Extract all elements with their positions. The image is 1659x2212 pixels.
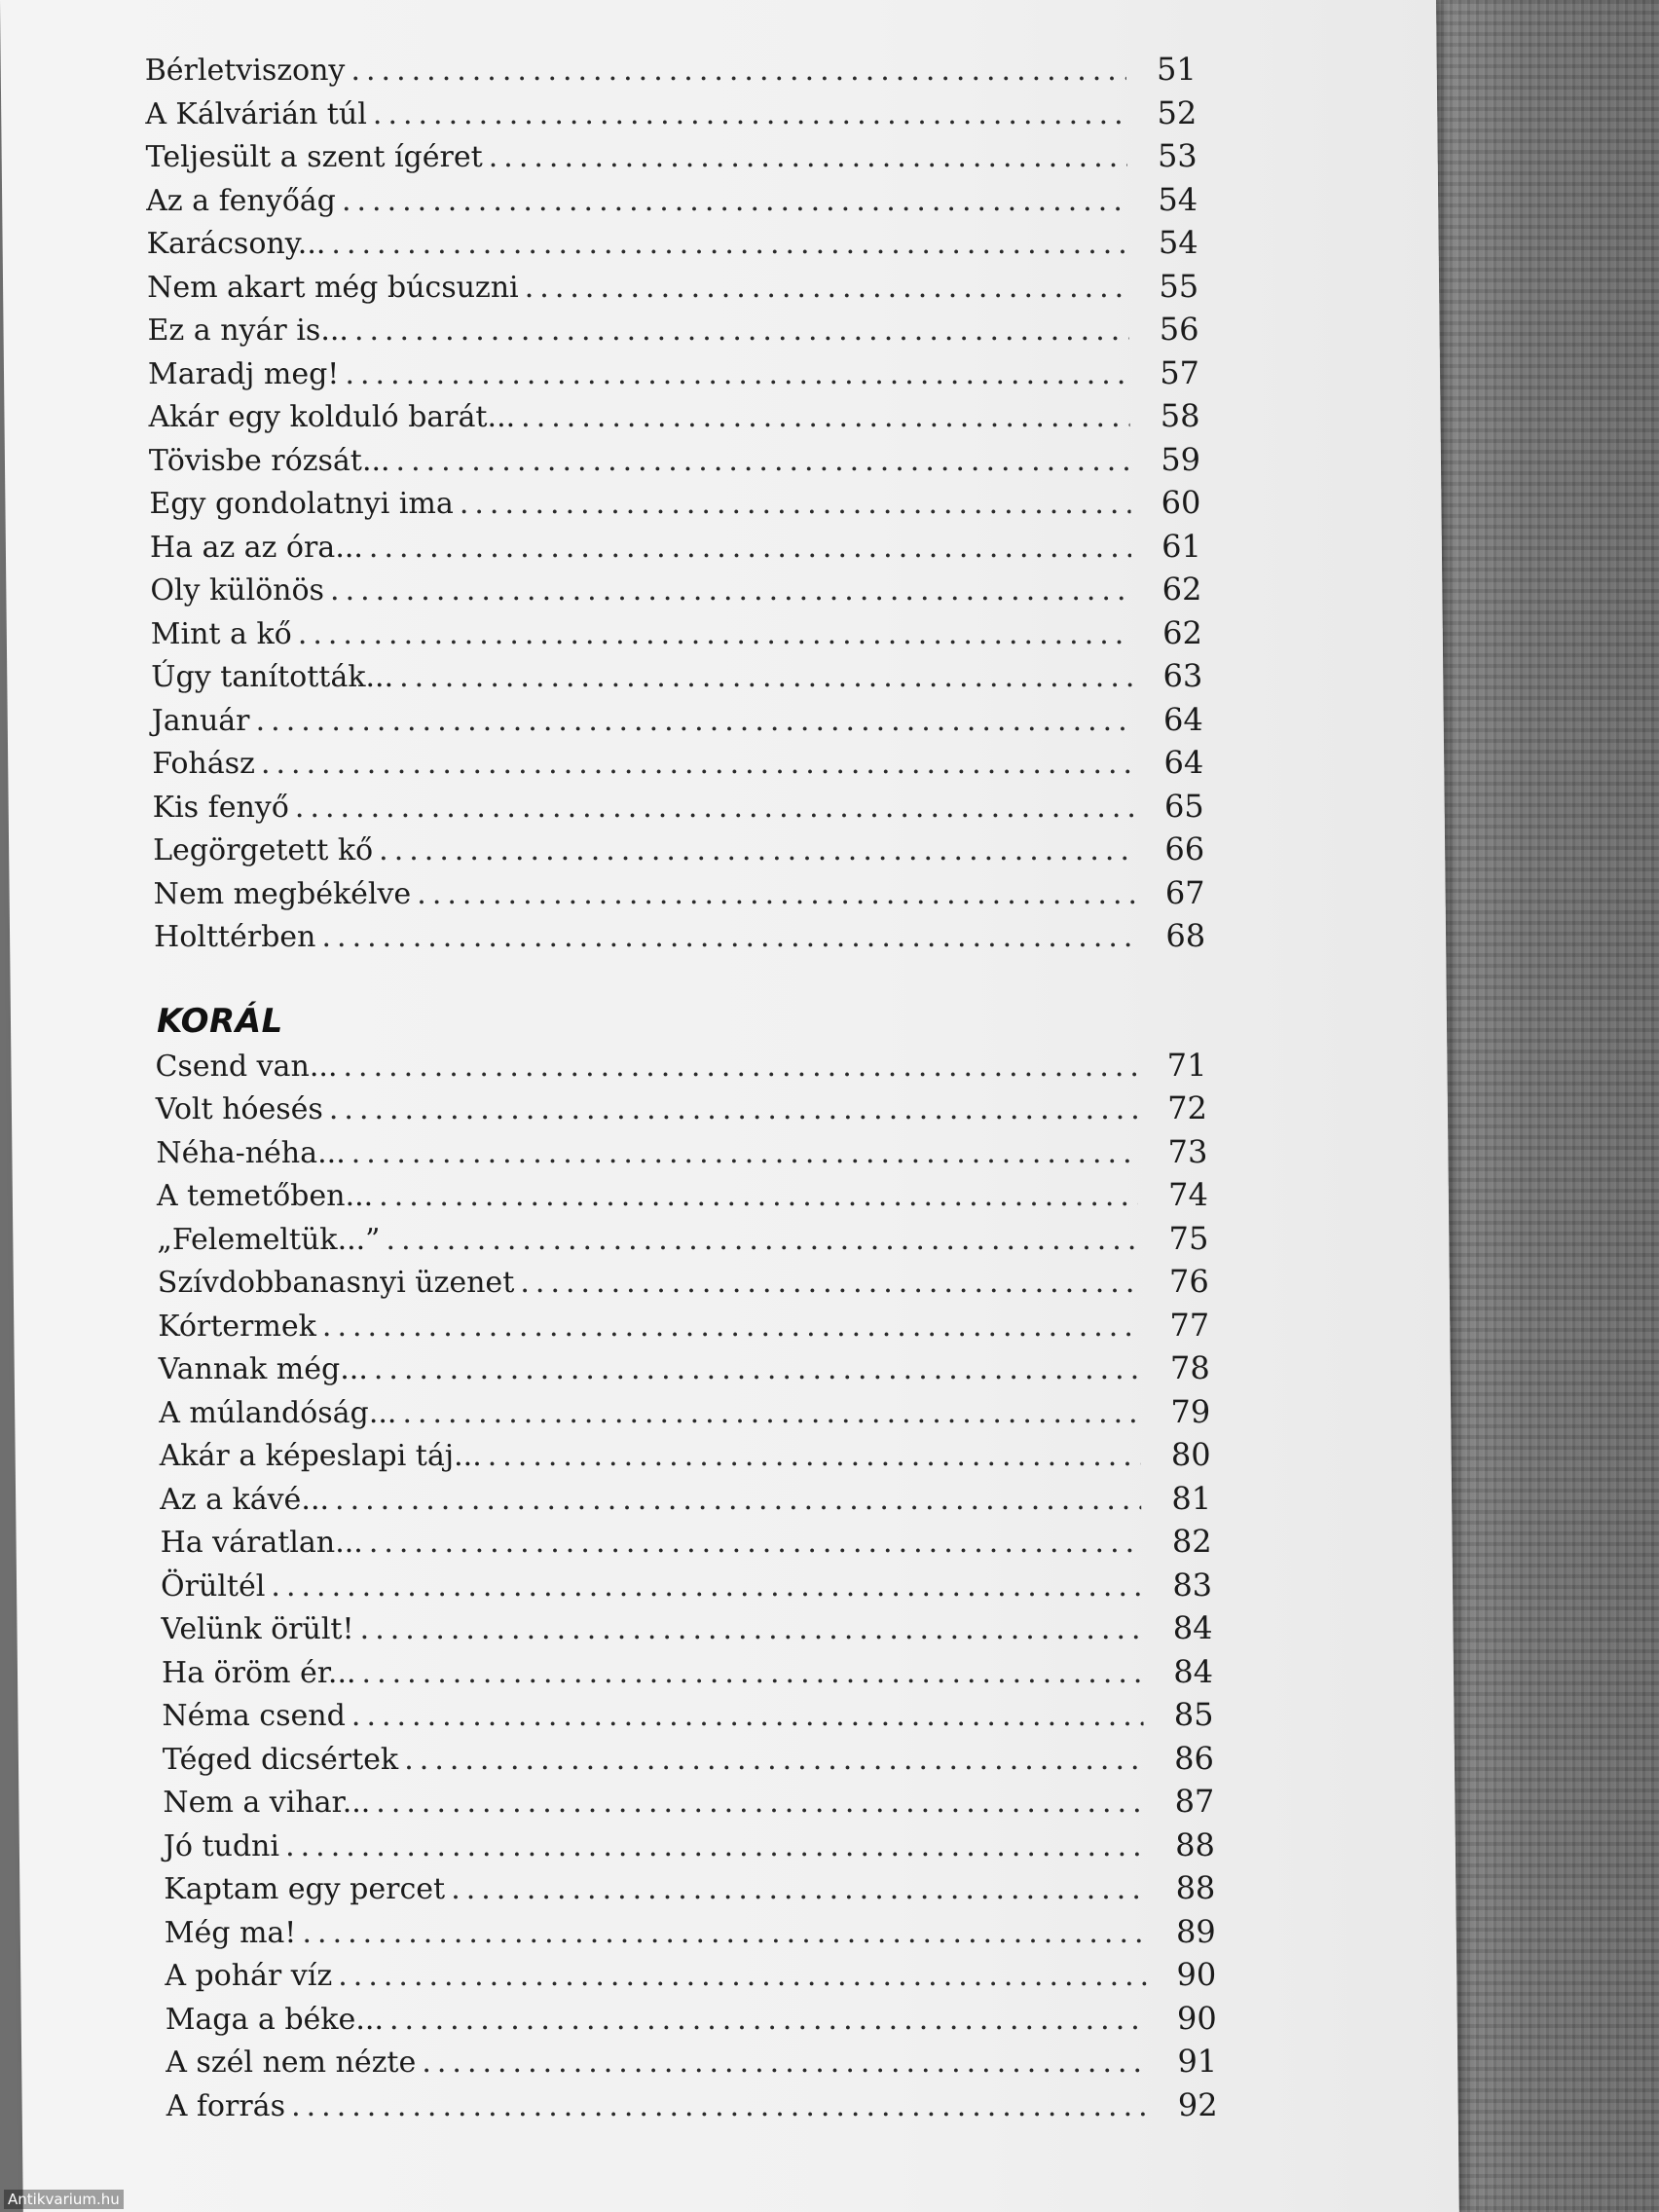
dot-leader xyxy=(379,833,1134,867)
toc-entry-title: A forrás xyxy=(166,2088,286,2123)
toc-entry-title: Akár egy kolduló barát... xyxy=(148,400,516,434)
toc-entry-title: „Felemeltük...” xyxy=(157,1222,381,1257)
toc-entry-page-number: 51 xyxy=(1156,51,1197,88)
dot-leader xyxy=(351,1699,1144,1733)
toc-entry-title: Néha-néha... xyxy=(156,1135,346,1170)
toc-entry xyxy=(164,1869,1215,1913)
toc-entry-page-number: 54 xyxy=(1158,224,1198,261)
dot-leader xyxy=(345,357,1129,391)
toc-entry-title: A Kálvárián túl xyxy=(145,96,367,131)
toc-entry-title: Mint a kő xyxy=(150,616,292,651)
dot-leader xyxy=(487,1439,1140,1473)
toc-entry-page-number: 71 xyxy=(1166,1046,1207,1084)
toc-entry xyxy=(150,571,1201,614)
dot-leader xyxy=(331,227,1128,261)
toc-entry-page-number: 68 xyxy=(1165,917,1206,954)
dot-leader xyxy=(376,1786,1145,1820)
dot-leader xyxy=(451,1872,1146,1906)
toc-entry-title: A pohár víz xyxy=(165,1959,333,1993)
dot-leader xyxy=(361,1656,1143,1690)
toc-entry-title: Kis fenyő xyxy=(152,790,290,825)
toc-entry xyxy=(157,1176,1208,1220)
toc-entry-title: Néma csend xyxy=(162,1699,347,1733)
toc-entry-page-number: 53 xyxy=(1157,137,1198,174)
toc-entry xyxy=(165,1956,1216,2000)
toc-entry xyxy=(145,51,1197,94)
dot-leader xyxy=(386,1223,1138,1257)
dot-leader xyxy=(373,97,1127,131)
table-background xyxy=(1421,0,1659,2212)
toc-entry xyxy=(166,2000,1217,2044)
watermark: Antikvarium.hu xyxy=(4,2190,124,2209)
toc-entry-page-number: 90 xyxy=(1176,1956,1217,1993)
toc-entry-page-number: 64 xyxy=(1162,700,1203,738)
toc-entry xyxy=(149,441,1200,485)
toc-entry-page-number: 55 xyxy=(1159,267,1199,305)
toc-entry xyxy=(160,1523,1211,1567)
dot-leader xyxy=(417,877,1135,911)
toc-entry xyxy=(154,917,1205,961)
toc-entry-page-number: 84 xyxy=(1173,1652,1214,1690)
toc-entry xyxy=(160,1480,1211,1524)
toc-entry xyxy=(163,1783,1214,1826)
dot-leader xyxy=(343,1050,1136,1084)
dot-leader xyxy=(261,747,1134,781)
toc-entry xyxy=(148,397,1199,441)
toc-entry-page-number: 62 xyxy=(1161,571,1202,608)
toc-entry-page-number: 78 xyxy=(1169,1349,1210,1386)
toc-entry-title: A múlandóság... xyxy=(159,1395,397,1430)
toc-entry xyxy=(149,484,1200,528)
toc-entry xyxy=(151,614,1202,658)
toc-entry-title: Örültél xyxy=(160,1568,266,1604)
toc-entry-page-number: 87 xyxy=(1174,1783,1215,1820)
toc-entry-page-number: 82 xyxy=(1171,1523,1212,1560)
toc-entry xyxy=(145,137,1197,181)
toc-entry-title: Egy gondolatnyi ima xyxy=(149,487,454,521)
toc-entry-title: Csend van... xyxy=(155,1049,338,1084)
toc-entry xyxy=(158,1263,1209,1307)
toc-entry-title: A szél nem nézte xyxy=(166,2046,417,2080)
toc-entry-title: Maradj meg! xyxy=(147,356,340,391)
toc-entry-title: Teljesült a szent ígéret xyxy=(145,140,483,174)
toc-entry xyxy=(151,657,1202,701)
dot-leader xyxy=(338,1959,1146,1993)
dot-leader xyxy=(295,791,1134,825)
toc-entry-page-number: 72 xyxy=(1166,1089,1208,1126)
toc-entry-page-number: 90 xyxy=(1176,1999,1217,2037)
toc-entry-title: Oly különös xyxy=(150,573,325,608)
toc-entry-page-number: 61 xyxy=(1161,527,1202,565)
toc-entry xyxy=(159,1393,1210,1437)
dot-leader xyxy=(379,1179,1138,1213)
toc-entry-title: Nem megbékélve xyxy=(153,876,412,911)
toc-list-part1 xyxy=(145,51,1206,961)
dot-leader xyxy=(369,531,1131,565)
toc-entry xyxy=(165,1913,1216,1957)
toc-entry-page-number: 83 xyxy=(1172,1566,1213,1604)
toc-entry-page-number: 64 xyxy=(1163,744,1204,781)
toc-entry-title: Akár a képeslapi táj... xyxy=(159,1439,482,1473)
toc-entry-page-number: 63 xyxy=(1162,657,1203,694)
toc-entry-page-number: 88 xyxy=(1174,1825,1216,1863)
dot-leader xyxy=(302,1916,1146,1950)
toc-entry-title: Ha váratlan... xyxy=(160,1526,363,1560)
toc-entry xyxy=(148,354,1199,398)
toc-entry xyxy=(157,1220,1208,1264)
toc-entry xyxy=(146,224,1198,268)
toc-entry-title: Ha öröm ér... xyxy=(161,1655,356,1690)
toc-entry-title: Volt hóesés xyxy=(155,1092,323,1126)
toc-entry-page-number: 67 xyxy=(1164,873,1205,911)
dot-leader xyxy=(389,2003,1147,2037)
toc-entry-page-number: 81 xyxy=(1171,1479,1212,1517)
toc-entry-page-number: 85 xyxy=(1173,1696,1214,1733)
toc-entry-page-number: 77 xyxy=(1169,1306,1210,1344)
toc-entry-page-number: 75 xyxy=(1168,1219,1209,1257)
toc-entry-title: Tövisbe rózsát... xyxy=(148,443,390,478)
toc-entry-title: Ez a nyár is... xyxy=(147,313,350,348)
toc-entry-page-number: 84 xyxy=(1172,1609,1213,1646)
dot-leader xyxy=(350,1136,1137,1170)
dot-leader xyxy=(271,1569,1142,1604)
toc-entry-title: Kaptam egy percet xyxy=(164,1872,446,1906)
toc-entry-page-number: 57 xyxy=(1160,353,1200,391)
dot-leader xyxy=(460,487,1131,521)
toc-entry-title: Holttérben xyxy=(153,920,316,954)
table-of-contents xyxy=(145,51,1218,2129)
toc-entry xyxy=(163,1740,1214,1784)
dot-leader xyxy=(298,617,1132,651)
dot-leader xyxy=(350,54,1126,88)
toc-entry xyxy=(153,874,1204,918)
toc-entry-page-number: 59 xyxy=(1161,440,1201,478)
toc-list-part2 xyxy=(155,1047,1218,2130)
toc-entry xyxy=(147,268,1198,312)
toc-entry-title: Velünk örült! xyxy=(161,1612,354,1646)
dot-leader xyxy=(399,660,1133,694)
toc-entry-title: Legörgetett kő xyxy=(152,833,374,867)
toc-entry-page-number: 76 xyxy=(1168,1263,1209,1300)
toc-entry xyxy=(145,94,1197,138)
dot-leader xyxy=(291,2089,1148,2123)
toc-entry-title: Téged dicsértek xyxy=(162,1742,399,1777)
dot-leader xyxy=(329,1092,1138,1126)
toc-entry-title: Vannak még... xyxy=(158,1352,368,1386)
dot-leader xyxy=(402,1396,1140,1430)
toc-entry-title: Január xyxy=(151,703,250,738)
dot-leader xyxy=(285,1829,1145,1863)
toc-entry-title: Ha az az óra... xyxy=(149,530,364,565)
toc-entry xyxy=(152,744,1203,788)
toc-entry-title: Az a fenyőág xyxy=(145,183,337,218)
dot-leader xyxy=(521,400,1130,434)
toc-entry xyxy=(164,1826,1215,1870)
dot-leader xyxy=(520,1266,1139,1300)
dot-leader xyxy=(488,140,1126,174)
dot-leader xyxy=(359,1612,1142,1646)
toc-entry xyxy=(159,1349,1210,1393)
toc-entry-page-number: 60 xyxy=(1161,484,1201,521)
dot-leader xyxy=(354,313,1129,348)
toc-entry-title: Az a kávé... xyxy=(159,1482,330,1517)
toc-entry xyxy=(156,1133,1207,1177)
toc-entry xyxy=(156,1089,1207,1133)
toc-entry-page-number: 91 xyxy=(1177,2043,1218,2080)
toc-entry xyxy=(162,1696,1213,1740)
toc-entry-title: Kórtermek xyxy=(158,1309,316,1344)
toc-entry-title: A temetőben... xyxy=(156,1179,374,1213)
dot-leader xyxy=(404,1743,1144,1777)
toc-entry-page-number: 79 xyxy=(1170,1392,1211,1430)
toc-entry-page-number: 65 xyxy=(1163,787,1204,825)
toc-entry xyxy=(152,788,1203,831)
toc-entry-title: Karácsony... xyxy=(146,227,326,261)
toc-entry-title: Jó tudni xyxy=(163,1828,280,1863)
toc-entry-title: Úgy tanították... xyxy=(151,660,394,694)
toc-entry-title: Szívdobbanasnyi üzenet xyxy=(157,1266,515,1300)
toc-entry-page-number: 56 xyxy=(1159,311,1199,348)
dot-leader xyxy=(422,2046,1147,2080)
toc-entry-page-number: 86 xyxy=(1173,1739,1215,1777)
toc-entry-title: Fohász xyxy=(152,747,256,781)
dot-leader xyxy=(524,271,1128,305)
dot-leader xyxy=(255,704,1133,738)
toc-entry-page-number: 74 xyxy=(1167,1176,1209,1213)
toc-entry xyxy=(161,1567,1212,1610)
toc-entry xyxy=(158,1307,1209,1350)
dot-leader xyxy=(321,920,1135,954)
toc-entry-page-number: 52 xyxy=(1157,93,1198,131)
dot-leader xyxy=(330,573,1132,608)
dot-leader xyxy=(369,1526,1142,1560)
toc-entry xyxy=(147,311,1198,354)
toc-entry-page-number: 66 xyxy=(1164,830,1205,867)
toc-entry xyxy=(161,1609,1212,1653)
dot-leader xyxy=(395,444,1130,478)
toc-entry-page-number: 54 xyxy=(1158,180,1198,218)
toc-entry-page-number: 89 xyxy=(1175,1912,1216,1950)
dot-leader xyxy=(322,1309,1140,1344)
toc-entry-page-number: 73 xyxy=(1167,1132,1208,1170)
toc-entry xyxy=(162,1653,1213,1697)
toc-entry-page-number: 92 xyxy=(1177,2085,1218,2123)
toc-entry-page-number: 88 xyxy=(1175,1869,1216,1906)
dot-leader xyxy=(374,1352,1140,1386)
section-heading: KORÁL xyxy=(156,1001,283,1041)
toc-entry xyxy=(150,528,1201,571)
toc-entry-title: Maga a béke... xyxy=(165,2002,385,2037)
toc-entry xyxy=(159,1436,1210,1480)
dot-leader xyxy=(335,1483,1142,1517)
toc-entry xyxy=(146,181,1198,225)
toc-entry xyxy=(152,701,1203,745)
toc-entry xyxy=(166,2086,1217,2130)
toc-entry xyxy=(155,1047,1206,1090)
toc-entry-title: Bérletviszony xyxy=(144,54,346,88)
toc-entry-page-number: 80 xyxy=(1170,1436,1211,1473)
toc-entry-title: Nem akart még búcsuzni xyxy=(146,270,519,305)
toc-entry-page-number: 58 xyxy=(1160,397,1200,434)
toc-entry-page-number: 62 xyxy=(1161,613,1203,651)
toc-entry xyxy=(166,2043,1217,2086)
toc-entry xyxy=(153,830,1204,874)
dot-leader xyxy=(342,184,1128,218)
toc-entry-title: Még ma! xyxy=(164,1915,297,1950)
toc-entry-title: Nem a vihar... xyxy=(163,1786,371,1820)
